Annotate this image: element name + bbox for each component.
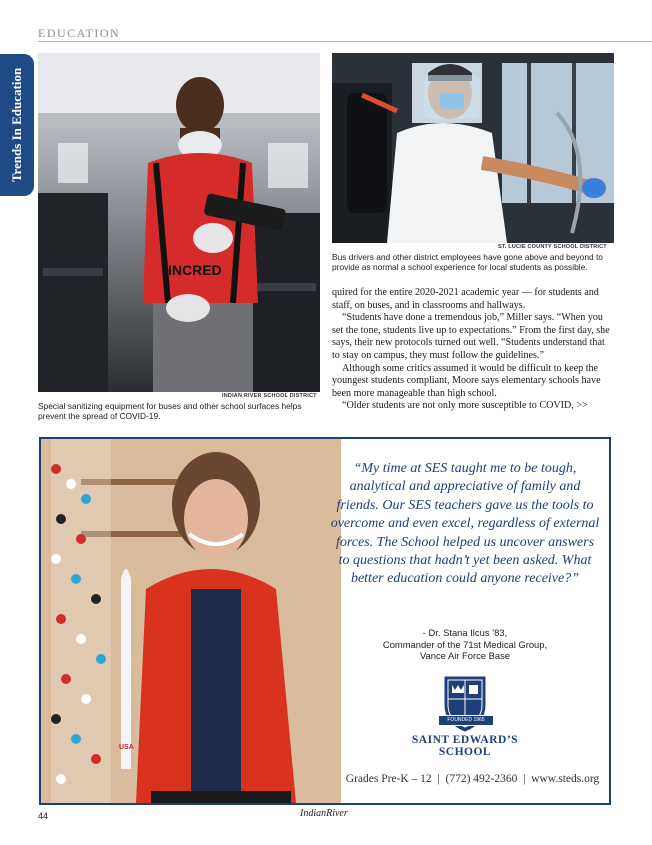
grades: Grades Pre-K – 12 <box>345 773 432 785</box>
shirt-text: INCRED <box>168 262 222 278</box>
photo-caption-left: Special sanitizing equipment for buses and other school surfaces helps prevent the spread of COVID-19. <box>38 401 302 421</box>
magazine-logo: IndianRiver <box>300 808 348 819</box>
header-divider <box>38 41 652 42</box>
school-crest-icon <box>440 675 490 733</box>
article-body <box>332 287 614 413</box>
school-name <box>395 734 535 758</box>
testimonial-attribution <box>330 627 600 662</box>
crest-banner: FOUNDED 1965 <box>438 715 494 726</box>
article-paragraph: “Students have done a tremendous job,” Miller says. “When you set the tone, students live up to expectations.” From the first day, she says, their new protocols turned out well. “Students understand that to stay on campus, they must follow the guidelines.” <box>332 312 610 361</box>
attribution-base: Vance Air Force Base <box>420 650 510 661</box>
attribution-name: - Dr. Stana Ilcus ’83, <box>422 627 508 638</box>
testimonial-quote: “My time at SES taught me to be tough, analytical and appreciative of family and friends. Our SES teachers gave us the tools to overcome and even excel, regardless of external forces. The School helped us uncover answers to questions that hadn’t yet been asked. What better education could anyone receive?” <box>330 461 600 587</box>
photo-credit-left: INDIAN RIVER SCHOOL DISTRICT <box>222 393 317 399</box>
rocket-text: USA <box>119 744 134 751</box>
ad-photo-alumna <box>41 439 341 803</box>
side-tab <box>0 54 34 196</box>
separator: | <box>520 773 532 785</box>
photo-caption-right: Bus drivers and other district employees have gone above and beyond to provide as normal a school experience for local students as possible. <box>332 252 603 272</box>
article-paragraph: Although some critics assumed it would be difficult to keep the youngest students compliant, Moore says elementary schools have been more manageable than high school. <box>332 362 601 399</box>
photo-bus-sanitizing <box>38 53 320 392</box>
side-tab-label: Trends In Education <box>9 67 24 183</box>
article-paragraph: “Older students are not only more susceptible to COVID, >> <box>342 400 588 412</box>
page-number: 44 <box>38 811 49 821</box>
school-name-line1: SAINT EDWARD’S <box>411 734 519 746</box>
rocket-model <box>121 569 131 769</box>
photo-bus-driver <box>332 53 614 243</box>
separator: | <box>434 773 446 785</box>
photo-credit-right: ST. LUCIE COUNTY SCHOOL DISTRICT <box>498 244 607 250</box>
school-name-line2: SCHOOL <box>438 746 492 758</box>
article-paragraph: quired for the entire 2020-2021 academic year — for students and staff, on buses, and in classrooms and hallways. <box>332 287 599 311</box>
phone-number: (772) 492-2360 <box>445 773 518 785</box>
ad-contact-line <box>330 773 615 785</box>
attribution-title: Commander of the 71st Medical Group, <box>382 638 548 650</box>
section-header: EDUCATION <box>38 26 121 40</box>
website-link[interactable]: www.steds.org <box>531 773 600 785</box>
